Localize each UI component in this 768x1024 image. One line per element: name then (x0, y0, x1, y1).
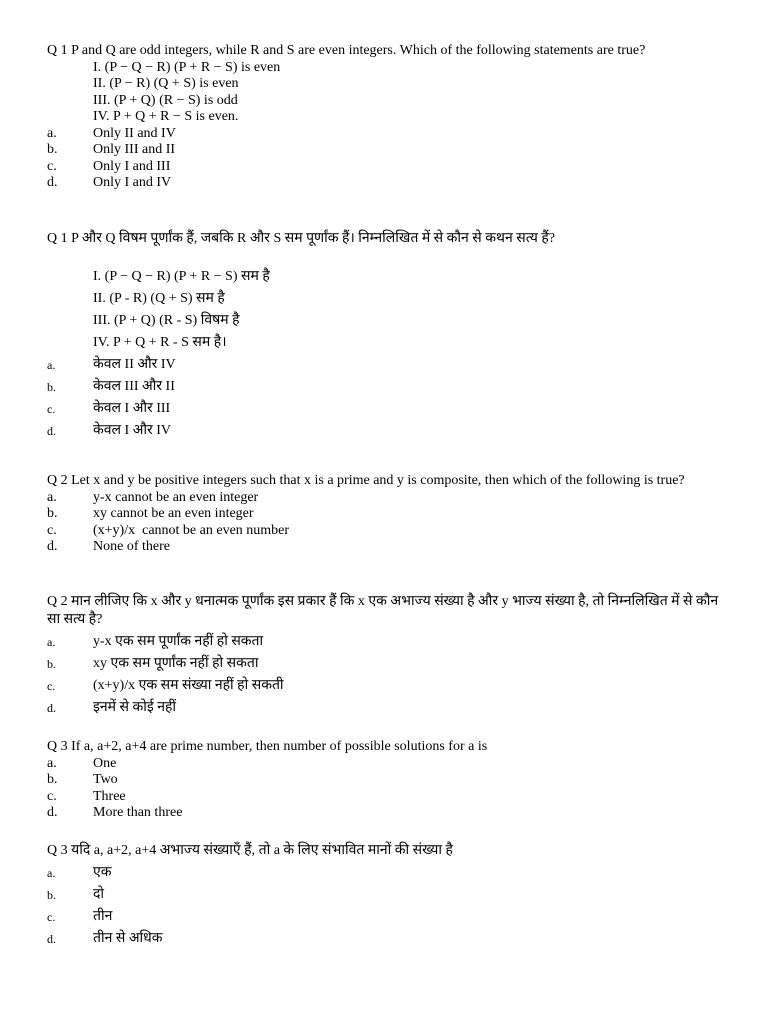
option-letter: a. (47, 755, 57, 771)
spacer (47, 248, 722, 266)
option (47, 539, 722, 556)
option-letter: b. (47, 506, 58, 521)
option-letter: b. (47, 380, 56, 394)
statement: I. (P − Q − R) (P + R − S) is even (93, 59, 281, 75)
question-2-english (47, 473, 722, 556)
option-text: Only I and IV (93, 175, 172, 190)
option-text: None of there (93, 539, 170, 554)
option (47, 884, 722, 906)
option-text: One (93, 755, 117, 771)
question-text: Q 2 मान लीजिए कि x और y धनात्मक पूर्णांक इस प्रकार हैं कि x एक अभाज्य संख्या है और y भाज्य संख्या है, तो निम्नलिखित में से कौन सा सत्य है? (47, 594, 719, 627)
question-text: Q 3 यदि a, a+2, a+4 अभाज्य संख्याएँ हैं, तो a के लिए संभावित मानों की संख्या है (47, 843, 453, 858)
option (47, 906, 722, 928)
option-letter: a. (47, 635, 56, 649)
option (47, 653, 722, 675)
option-letter: a. (47, 489, 57, 505)
option-text: y-x एक सम पूर्णांक नहीं हो सकता (93, 634, 264, 649)
statement: IV. P + Q + R - S सम है। (93, 335, 227, 350)
option-text: केवल I और III (93, 401, 171, 416)
option (47, 490, 722, 507)
option (47, 675, 722, 697)
option-letter: d. (47, 539, 58, 554)
option-text: Only I and III (93, 158, 171, 174)
question-3-hindi (47, 842, 722, 950)
option-text: केवल II और IV (93, 357, 176, 372)
question-text: Q 2 Let x and y be positive integers such that x is a prime and y is composite, then which of the following is true? (47, 473, 685, 488)
option-letter: b. (47, 657, 56, 671)
option-letter: c. (47, 910, 56, 924)
statement: I. (P − Q − R) (P + R − S) सम है (93, 269, 270, 284)
option (47, 126, 722, 143)
option (47, 506, 722, 523)
option (47, 523, 722, 540)
option-text: More than three (93, 805, 183, 820)
option-text: एक (93, 865, 112, 880)
option (47, 631, 722, 653)
question-text: Q 3 If a, a+2, a+4 are prime number, then number of possible solutions for a is (47, 739, 488, 754)
option-text: Only III and II (93, 142, 176, 157)
option-text: (x+y)/x एक सम संख्या नहीं हो सकती (93, 678, 284, 693)
option-text: xy cannot be an even integer (93, 506, 254, 521)
option-letter: d. (47, 175, 58, 190)
option-letter: b. (47, 142, 58, 157)
option-text: इनमें से कोई नहीं (93, 700, 177, 715)
option (47, 142, 722, 159)
question-text: Q 1 P और Q विषम पूर्णांक हैं, जबकि R और S सम पूर्णांक हैं। निम्नलिखित में से कौन से कथन सत्य हैं? (47, 231, 556, 246)
option-letter: d. (47, 424, 56, 438)
option-letter: d. (47, 932, 56, 946)
option-letter: b. (47, 888, 56, 902)
option-letter: b. (47, 772, 58, 787)
statement: III. (P + Q) (R − S) is odd (93, 92, 238, 108)
option (47, 789, 722, 806)
option-letter: d. (47, 805, 58, 820)
option-letter: a. (47, 866, 56, 880)
question-3-english (47, 739, 722, 822)
option-text: केवल III और II (93, 379, 175, 394)
option-letter: c. (47, 158, 57, 174)
statement: IV. P + Q + R − S is even. (93, 109, 239, 124)
option-letter: c. (47, 679, 56, 693)
option-text: (x+y)/x cannot be an even number (93, 522, 290, 538)
option (47, 772, 722, 789)
option (47, 862, 722, 884)
option (47, 398, 722, 420)
question-1-hindi (47, 230, 722, 442)
option-letter: d. (47, 701, 56, 715)
question-text: Q 1 P and Q are odd integers, while R and S are even integers. Which of the following statements are true? (47, 43, 646, 58)
option-letter: c. (47, 522, 57, 538)
option-text: दो (93, 887, 105, 902)
option-text: तीन से अधिक (93, 931, 163, 946)
option (47, 159, 722, 176)
option-text: केवल I और IV (93, 423, 172, 438)
option-text: Three (93, 788, 126, 804)
question-1-english (47, 43, 722, 192)
option-letter: c. (47, 788, 57, 804)
option (47, 354, 722, 376)
option (47, 928, 722, 950)
statement: III. (P + Q) (R - S) विषम है (93, 313, 240, 328)
option (47, 756, 722, 773)
option-letter: c. (47, 402, 56, 416)
option-text: Only II and IV (93, 125, 176, 141)
option (47, 420, 722, 442)
question-2-hindi (47, 593, 722, 719)
option-text: Two (93, 772, 118, 787)
statement: II. (P − R) (Q + S) is even (93, 76, 239, 91)
option-letter: a. (47, 125, 57, 141)
option (47, 376, 722, 398)
option-text: तीन (93, 909, 113, 924)
statement: II. (P - R) (Q + S) सम है (93, 291, 225, 306)
option-text: y-x cannot be an even integer (93, 489, 259, 505)
option-text: xy एक सम पूर्णांक नहीं हो सकता (93, 656, 259, 671)
option (47, 697, 722, 719)
option-letter: a. (47, 358, 56, 372)
option (47, 175, 722, 192)
option (47, 805, 722, 822)
